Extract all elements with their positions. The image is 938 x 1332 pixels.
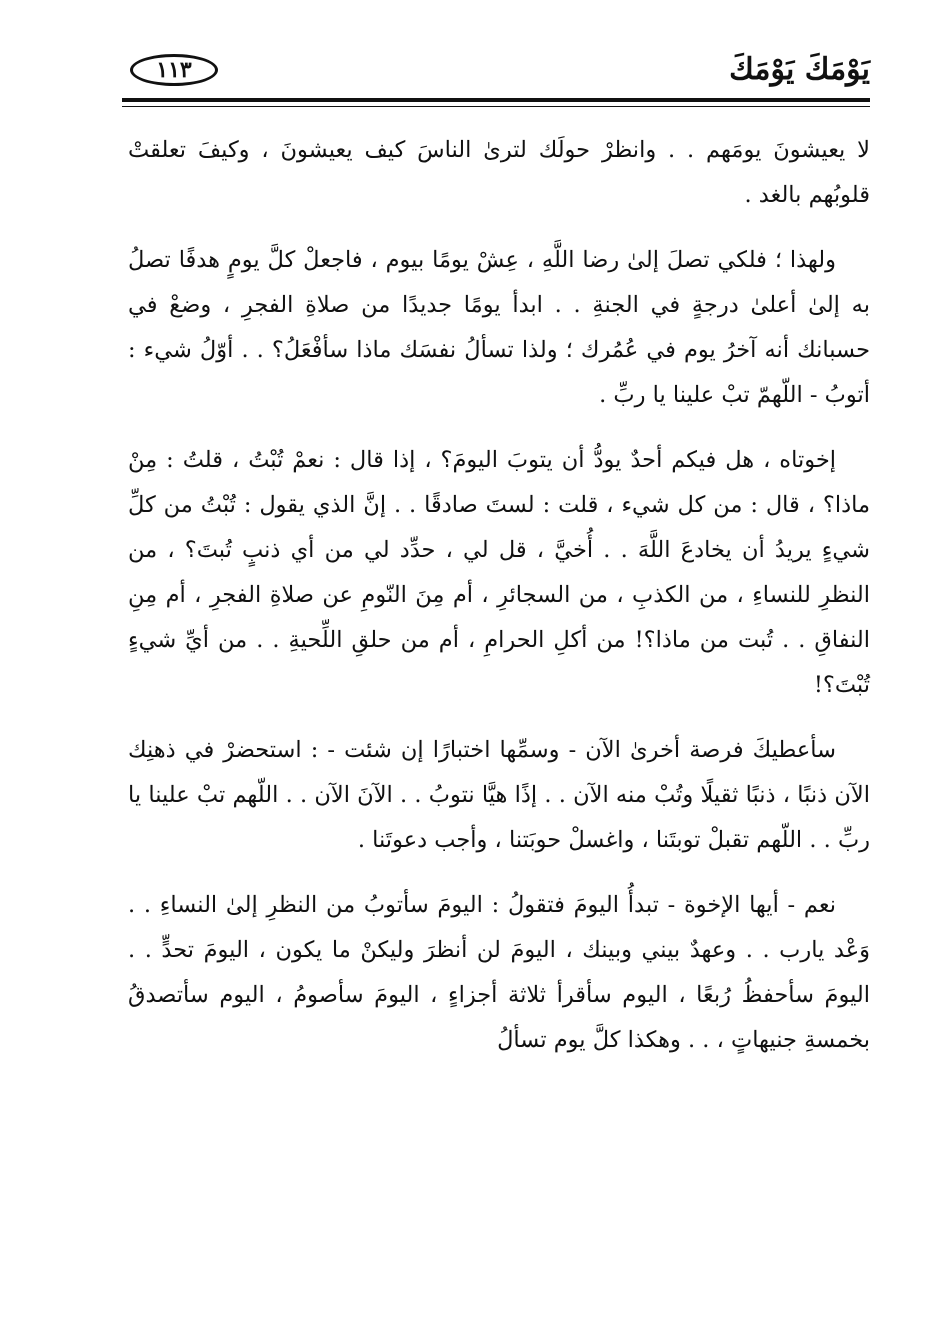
- paragraph-3: إخوتاه ، هل فيكم أحدٌ يودُّ أن يتوبَ اليومَ؟ ، إذا قال : نعمْ تُبْتُ ، قلتُ : مِنْ ماذا؟ ، قال : من كل شيء ، قلت : لستَ صادقًا . . إنَّ الذي يقول : تُبْتُ من كلِّ شيءٍ يريدُ أن يخادعَ اللَّهَ . . أُخيَّ ، قل لي ، حدِّد لي من أي ذنبٍ تُبتَ؟ ، من النظرِ للنساءِ ، من الكذبِ ، من السجائرِ ، أم مِنَ النّومِ عن صلاةِ الفجرِ ، أم مِنِ النفاقِ . . تُبت من ماذا؟! من أكلِ الحرامِ ، أم من حلقِ اللِّحيةِ . . من أيِّ شيءٍ تُبْتَ؟!: [128, 447, 870, 698]
- page-header: [122, 46, 870, 98]
- running-title: يَوْمَكَ يَوْمَكَ: [729, 52, 870, 87]
- header-rule-thin: [122, 106, 870, 107]
- page-number-badge: ١١٣: [130, 54, 218, 86]
- header-rule-thick: [122, 98, 870, 102]
- paragraph-1: لا يعيشونَ يومَهم . . وانظرْ حولَك لترىٰ الناسَ كيف يعيشونَ ، وكيفَ تعلقتْ قلوبُهم بالغد .: [128, 137, 870, 208]
- paragraph-5: نعم - أيها الإخوة - تبدأُ اليومَ فتقولُ : اليومَ سأتوبُ من النظرِ إلىٰ النساءِ . . وَعْد يارب . . وعهدٌ بيني وبينك ، اليومَ لن أنظرَ وليكنْ ما يكون ، اليومَ تحدٍّ . . اليومَ سأحفظُ رُبعًا ، اليوم سأقرأ ثلاثة أجزاءٍ ، اليومَ سأصومُ ، اليوم سأتصدقُ بخمسةِ جنيهاتٍ ، . . وهكذا كلَّ يوم تسألُ: [128, 892, 870, 1053]
- page-body: [128, 128, 870, 1083]
- paragraph-2: ولهذا ؛ فلكي تصلَ إلىٰ رضا اللَّهِ ، عِشْ يومًا بيوم ، فاجعلْ كلَّ يومٍ هدفًا تصلُ به إلىٰ أعلىٰ درجةٍ في الجنةِ . . ابدأ يومًا جديدًا من صلاةِ الفجرِ ، وضعْ في حسبانك أنه آخرُ يوم في عُمُرك ؛ ولذا تسألُ نفسَك ماذا سأفْعَلُ؟ . . أوّلُ شيء : أتوبُ - اللّهمّ تبْ علينا يا ربِّ .: [128, 247, 870, 408]
- paragraph-4: سأعطيكَ فرصة أخرىٰ الآن - وسمِّها اختبارًا إن شئت - : استحضرْ في ذهنِك الآن ذنبًا ، ذنبًا ثقيلًا وتُبْ منه الآن . . إذًا هيَّا نتوبُ . . الآنَ الآن . . اللّهم تبْ علينا يا ربِّ . . اللّهم تقبلْ توبتَنا ، واغسلْ حوبَتنا ، وأجب دعوتَنا .: [128, 737, 870, 853]
